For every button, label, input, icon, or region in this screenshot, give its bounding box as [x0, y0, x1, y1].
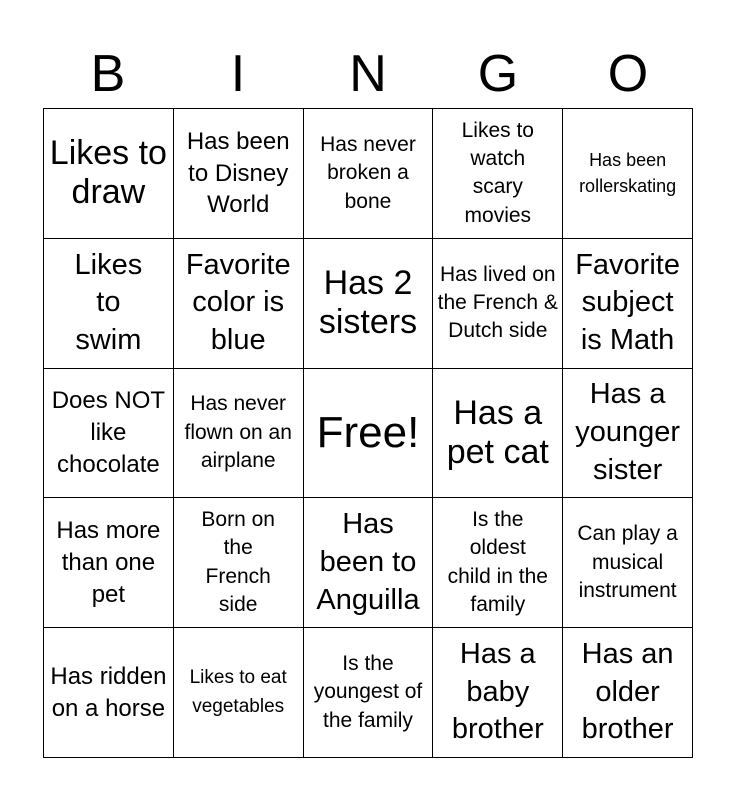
- cell-label: Has been to Disney World: [186, 127, 290, 219]
- cell-label: Likes to swim: [74, 248, 143, 357]
- cell-label: Is the youngest of the family: [313, 652, 423, 732]
- bingo-cell[interactable]: [433, 109, 563, 239]
- cell-label: Can play a musical instrument: [577, 522, 678, 602]
- bingo-cell[interactable]: [433, 239, 563, 369]
- bingo-cell[interactable]: [433, 369, 563, 499]
- bingo-cell[interactable]: [44, 628, 174, 758]
- header-letter-i: I: [230, 45, 246, 103]
- cell-label: Is the oldest child in the family: [447, 508, 548, 617]
- cell-label: Free!: [316, 407, 420, 457]
- bingo-cell[interactable]: [44, 369, 174, 499]
- bingo-cell[interactable]: [44, 239, 174, 369]
- cell-label: Has been to Anguilla: [316, 508, 420, 616]
- bingo-cell[interactable]: [304, 109, 434, 239]
- bingo-cell[interactable]: [304, 369, 434, 499]
- cell-label: Likes to eat vegetables: [189, 667, 287, 717]
- cell-label: Has a younger sister: [575, 378, 680, 486]
- bingo-cell[interactable]: [174, 369, 304, 499]
- cell-label: Has more than one pet: [56, 517, 161, 608]
- cell-label: Has never flown on an airplane: [184, 392, 292, 473]
- bingo-cell[interactable]: [304, 628, 434, 758]
- header-letter-g: G: [477, 45, 519, 103]
- bingo-cell[interactable]: [174, 498, 304, 628]
- bingo-cell[interactable]: [304, 239, 434, 369]
- bingo-cell[interactable]: [563, 369, 693, 499]
- bingo-cell[interactable]: [44, 109, 174, 239]
- cell-label: Favorite subject is Math: [575, 248, 680, 357]
- bingo-cell[interactable]: [174, 239, 304, 369]
- bingo-cell[interactable]: [44, 498, 174, 628]
- cell-label: Has a pet cat: [446, 393, 549, 471]
- bingo-cell[interactable]: [563, 239, 693, 369]
- bingo-cell[interactable]: [433, 628, 563, 758]
- header-letter-b: B: [90, 45, 126, 103]
- cell-label: Likes to watch scary movies: [461, 118, 534, 227]
- bingo-cell[interactable]: [304, 498, 434, 628]
- cell-label: Does NOT like chocolate: [51, 387, 166, 478]
- cell-label: Has a baby brother: [451, 638, 544, 746]
- cell-label: Has lived on the French & Dutch side: [437, 262, 558, 343]
- cell-label: Has been rollerskating: [579, 150, 677, 197]
- bingo-cell[interactable]: [563, 628, 693, 758]
- header-letter-n: N: [349, 45, 387, 103]
- cell-label: Born on the French side: [201, 508, 275, 617]
- cell-label: Has ridden on a horse: [50, 662, 167, 722]
- bingo-board: [43, 108, 693, 758]
- bingo-header: [43, 40, 693, 108]
- header-letter-o: O: [607, 45, 649, 103]
- bingo-cell[interactable]: [563, 109, 693, 239]
- cell-label: Has 2 sisters: [318, 264, 418, 342]
- cell-label: Has an older brother: [581, 638, 674, 746]
- bingo-cell[interactable]: [174, 628, 304, 758]
- cell-label: Has never broken a bone: [320, 132, 416, 213]
- cell-label: Likes to draw: [49, 134, 167, 212]
- cell-label: Favorite color is blue: [185, 248, 291, 357]
- bingo-cell[interactable]: [563, 498, 693, 628]
- bingo-cell[interactable]: [174, 109, 304, 239]
- bingo-cell[interactable]: [433, 498, 563, 628]
